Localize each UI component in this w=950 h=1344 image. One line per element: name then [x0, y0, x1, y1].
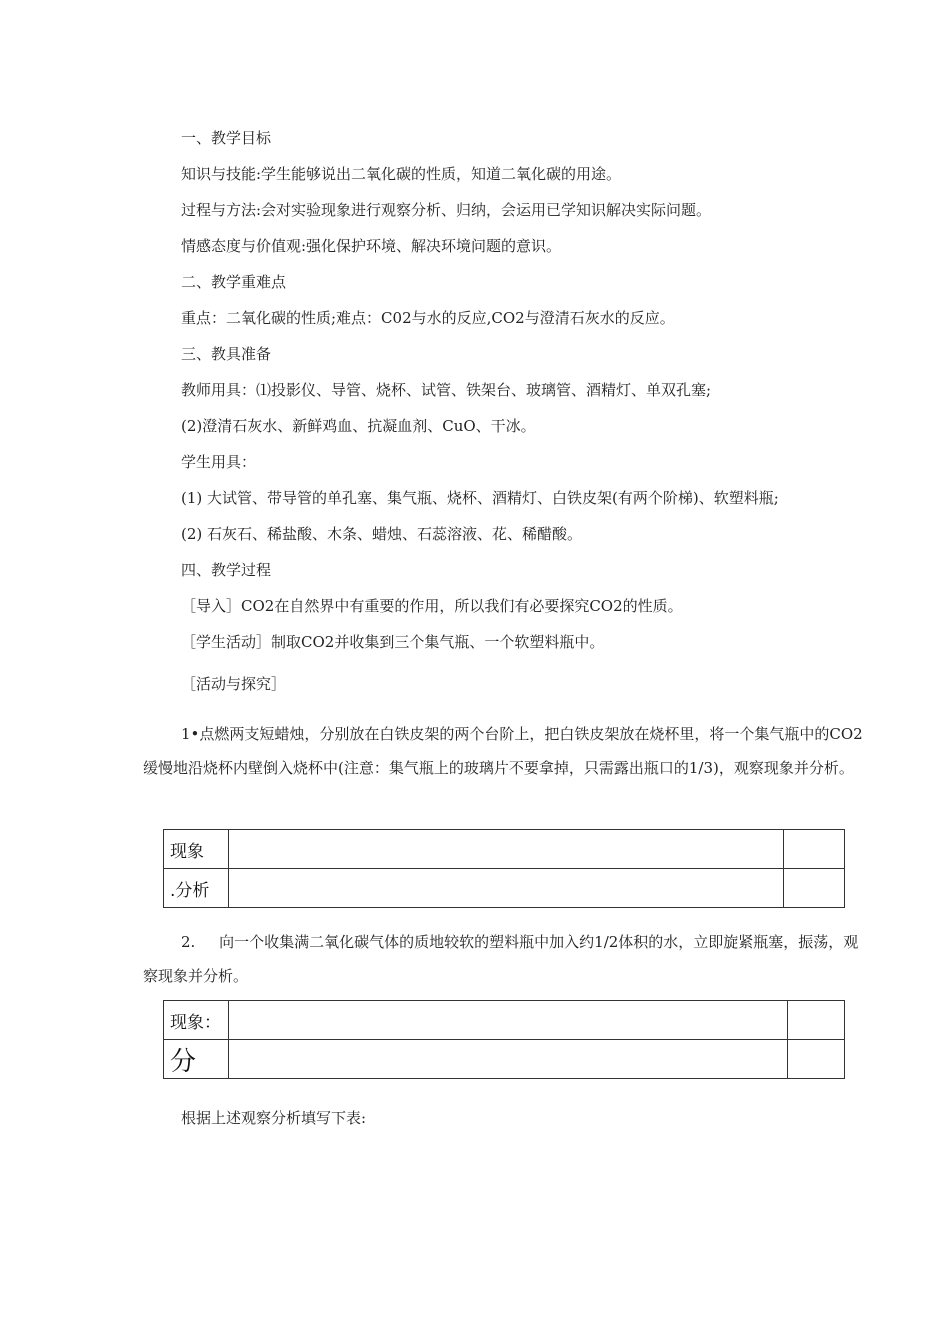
phenomenon-label: 现象： — [164, 1001, 229, 1040]
teacher-materials-2: (2)澄清石灰水、新鲜鸡血、抗凝血剂、CuO、干冰。 — [181, 417, 536, 435]
extra-cell[interactable] — [788, 1040, 845, 1079]
experiment-2-body: 2. 向一个收集满二氧化碳气体的质地较软的塑料瓶中加入约1/2体积的水，立即旋紧瓶塞，振荡，观察现象并分析。 — [143, 933, 859, 985]
extra-cell[interactable] — [784, 869, 845, 908]
goal-knowledge: 知识与技能:学生能够说出二氧化碳的性质，知道二氧化碳的用途。 — [181, 165, 622, 183]
intro-text: ［导入］CO2在自然界中有重要的作用，所以我们有必要探究CO2的性质。 — [181, 597, 683, 615]
table-row — [164, 1001, 845, 1040]
phenomenon-input-cell[interactable] — [228, 1001, 787, 1040]
analysis-label: 分 — [164, 1040, 229, 1079]
goal-process: 过程与方法:会对实验现象进行观察分析、归纳，会运用已学知识解决实际问题。 — [181, 201, 712, 219]
phenomenon-input-cell[interactable] — [228, 830, 783, 869]
table-row — [164, 1040, 845, 1079]
table-row — [164, 830, 845, 869]
extra-cell[interactable] — [784, 830, 845, 869]
experiment-2-table — [163, 1000, 845, 1079]
table-row — [164, 869, 845, 908]
teacher-materials-1: 教师用具：⑴投影仪、导管、烧杯、试管、铁架台、玻璃管、酒精灯、单双孔塞; — [181, 381, 712, 399]
student-materials-1: (1) 大试管、带导管的单孔塞、集气瓶、烧杯、酒精灯、白铁皮架(有两个阶梯)、软塑料瓶; — [181, 489, 779, 507]
activity-explore-label: ［活动与探究］ — [181, 675, 287, 693]
heading-teaching-goals: 一、教学目标 — [181, 129, 272, 147]
heading-key-points: 二、教学重难点 — [181, 273, 287, 291]
student-activity-text: ［学生活动］制取CO2并收集到三个集气瓶、一个软塑料瓶中。 — [181, 633, 605, 651]
key-points-text: 重点：二氧化碳的性质;难点：C02与水的反应,CO2与澄清石灰水的反应。 — [181, 309, 675, 327]
experiment-1-text — [143, 717, 873, 785]
heading-materials: 三、教具准备 — [181, 345, 272, 363]
analysis-input-cell[interactable] — [228, 1040, 787, 1079]
closing-instruction: 根据上述观察分析填写下表: — [181, 1109, 367, 1127]
phenomenon-label: 现象 — [164, 830, 229, 869]
student-materials-label: 学生用具： — [181, 453, 257, 471]
student-materials-2: (2) 石灰石、稀盐酸、木条、蜡烛、石蕊溶液、花、稀醋酸。 — [181, 525, 583, 543]
analysis-label: .分析 — [164, 869, 229, 908]
goal-attitude: 情感态度与价值观:强化保护环境、解决环境问题的意识。 — [181, 237, 562, 255]
experiment-1-body: 1•点燃两支短蜡烛，分别放在白铁皮架的两个台阶上，把白铁皮架放在烧杯里，将一个集气瓶中的CO2缓慢地沿烧杯内壁倒入烧杯中(注意：集气瓶上的玻璃片不要拿掉，只需露出瓶口的1/3)，观察现象并分析。 — [143, 725, 863, 777]
experiment-1-table — [163, 829, 845, 908]
heading-process: 四、教学过程 — [181, 561, 272, 579]
extra-cell[interactable] — [788, 1001, 845, 1040]
analysis-input-cell[interactable] — [228, 869, 783, 908]
experiment-2-text — [143, 925, 873, 993]
